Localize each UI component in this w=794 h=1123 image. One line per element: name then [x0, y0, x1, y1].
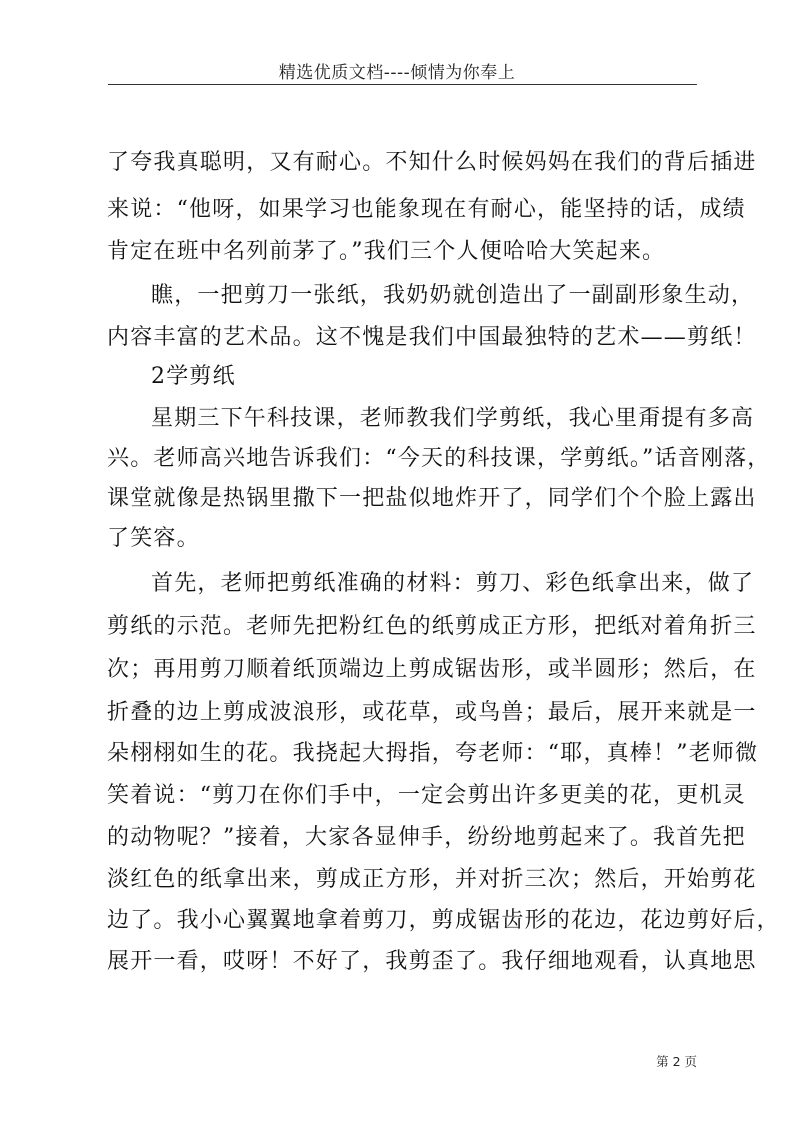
body-line: 的动物呢？”接着，大家各显伸手，纷纷地剪起来了。我首先把 — [107, 825, 746, 850]
body-line: 了夸我真聪明，又有耐心。不知什么时候妈妈在我们的背后插进 — [107, 150, 757, 175]
body-line: 首先，老师把剪纸准确的材料：剪刀、彩色纸拿出来，做了 — [151, 571, 755, 596]
body-line: 笑着说：“剪刀在你们手中，一定会剪出许多更美的花，更机灵 — [107, 783, 746, 808]
body-line: 朵栩栩如生的花。我挠起大拇指，夸老师：“耶，真棒！”老师微 — [107, 741, 759, 766]
body-line: 剪纸的示范。老师先把粉红色的纸剪成正方形，把纸对着角折三 — [107, 614, 757, 639]
header-divider — [108, 84, 697, 85]
body-line: 边了。我小心翼翼地拿着剪刀，剪成锯齿形的花边，花边剪好后， — [107, 908, 780, 933]
body-line: 来说：“他呀，如果学习也能象现在有耐心，能坚持的话，成绩 — [107, 197, 746, 222]
body-line: 淡红色的纸拿出来，剪成正方形，并对折三次；然后，开始剪花 — [107, 867, 757, 892]
body-line: 兴。老师高兴地告诉我们：“今天的科技课，学剪纸。”话音刚落， — [107, 446, 771, 471]
body-line: 课堂就像是热锅里撒下一把盐似地炸开了，同学们个个脸上露出 — [107, 486, 757, 511]
page-number: 第 2 页 — [656, 1054, 697, 1069]
body-line: 展开一看，哎呀！不好了，我剪歪了。我仔细地观看，认真地思 — [107, 949, 757, 974]
body-line: 次；再用剪刀顺着纸顶端边上剪成锯齿形，或半圆形；然后，在 — [107, 657, 757, 682]
page-header: 精选优质文档----倾情为你奉上 — [278, 63, 516, 83]
body-line: 内容丰富的艺术品。这不愧是我们中国最独特的艺术——剪纸！ — [107, 325, 757, 350]
body-line: 折叠的边上剪成波浪形，或花草，或鸟兽；最后，展开来就是一 — [107, 700, 757, 725]
body-line: 肯定在班中名列前茅了。”我们三个人便哈哈大笑起来。 — [107, 239, 666, 264]
body-line: 瞧，一把剪刀一张纸，我奶奶就创造出了一副副形象生动， — [151, 283, 755, 308]
body-line: 了笑容。 — [107, 526, 200, 551]
section-heading: 2学剪纸 — [151, 364, 236, 389]
body-line: 星期三下午科技课，老师教我们学剪纸，我心里甭提有多高 — [151, 406, 755, 431]
